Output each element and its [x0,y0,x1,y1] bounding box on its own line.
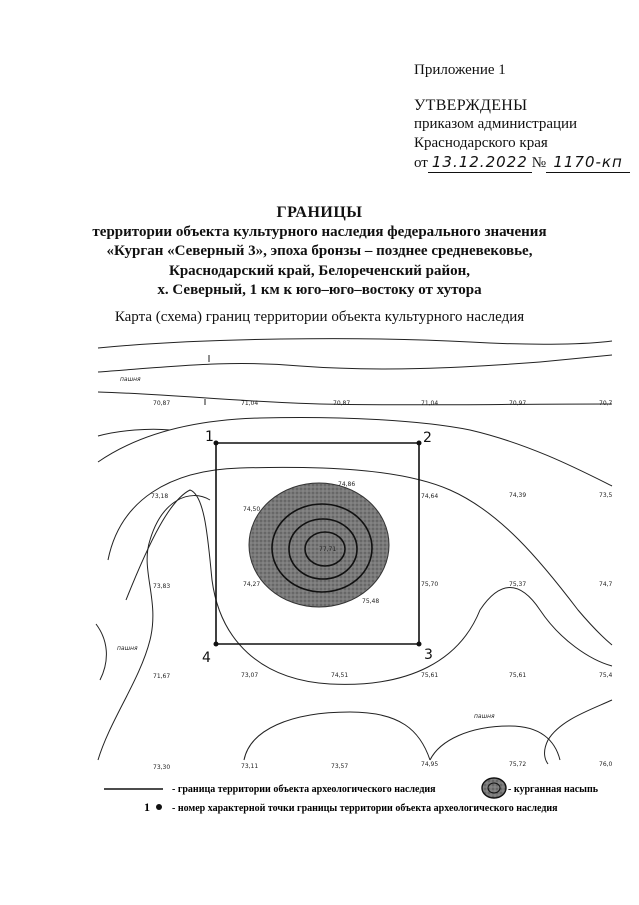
elevation-row-4 [153,672,613,680]
boundary-point-3 [417,642,422,647]
contour-line [430,726,560,760]
elevation-mark: 71,04 [421,400,439,407]
elevation-mark: 71,67 [153,673,171,680]
legend [104,778,599,814]
title-line-3: Краснодарский край, Белореченский район, [168,262,471,279]
contour-line [98,355,612,372]
elevation-mark: 75,61 [509,672,527,679]
elevation-row-2 [151,492,613,500]
boundary-point-4 [214,642,219,647]
point-label-3: 3 [424,647,433,663]
elevation-mark: 73,5 [599,492,613,499]
field-label: пашня [120,376,141,383]
elevation-mark: 73,18 [151,493,169,500]
elevation-mark: 76,0 [599,761,613,768]
elevation-mark: 74,50 [243,506,261,513]
elevation-mark: 73,11 [241,763,259,770]
point-label-4: 4 [202,650,211,666]
title-line-1: территории объекта культурного наследия федерального значения [92,223,547,240]
contour-line [244,712,430,760]
number-prefix: № [531,155,547,171]
elevation-mark: 75,37 [509,581,527,588]
elevation-mark: 73,07 [241,672,259,679]
region-label: Краснодарского края [414,135,548,151]
elevation-row-3 [153,581,613,590]
by-order-label: приказом администрации [414,116,578,132]
title-line-4: х. Северный, 1 км к юго–юго–востоку от хутора [157,282,482,298]
title-main: ГРАНИЦЫ [276,204,363,221]
legend-point-dot [156,804,162,810]
point-label-1: 1 [205,429,214,445]
legend-point-number: 1 [144,800,150,814]
elevation-mark: 70,87 [333,400,351,407]
elevation-mark: 77,71 [319,546,337,553]
boundary-point-2 [417,441,422,446]
legend-mound-sample [482,778,506,798]
elevation-mark: 70,97 [509,400,527,407]
mound [249,483,389,607]
elevation-mark: 70,87 [153,400,171,407]
elevation-mark: 74,51 [331,672,349,679]
elevation-mark: 75,70 [421,581,439,588]
elevation-mark: 73,30 [153,764,171,771]
elevation-row-5 [153,761,613,771]
elevation-mark: 75,61 [421,672,439,679]
elevation-mark: 74,64 [421,493,439,500]
contour-line [98,496,210,760]
contour-line [96,624,106,680]
elevation-mark: 74,86 [338,481,356,488]
legend-point-text: - номер характерной точки границы территории объекта археологического наследия [172,803,558,814]
order-number: 1170-кп [546,153,630,173]
elevation-mark: 74,7 [599,581,613,588]
order-date: 13.12.2022 [428,153,532,173]
elevation-mark: 75,4 [599,672,613,679]
contour-line [98,418,612,487]
contour-line [545,700,612,764]
elevation-mark: 74,27 [243,581,261,588]
elevation-mark: 75,48 [362,598,380,605]
elevation-mark: 73,83 [153,583,171,590]
legend-boundary-text: - граница территории объекта археологического наследия [172,784,436,795]
field-label: пашня [117,645,138,652]
field-label: пашня [474,713,495,720]
legend-mound-text: - курганная насыпь [508,784,599,795]
boundary-point-1 [214,441,219,446]
elevation-mark: 74,95 [421,761,439,768]
contour-line [98,339,612,348]
contour-line [98,392,612,405]
elevation-mark: 70,7 [599,400,613,407]
approved-label: УТВЕРЖДЕНЫ [414,97,528,114]
elevation-row-1 [153,400,613,407]
title-line-2: «Курган «Северный 3», эпоха бронзы – позднее средневековье, [106,243,533,259]
mound-fill [249,483,389,607]
elevation-mark: 73,57 [331,763,349,770]
elevation-mark: 71,04 [241,400,259,407]
from-prefix: от [414,155,428,171]
point-label-2: 2 [423,430,432,446]
elevation-mark: 75,72 [509,761,527,768]
elevation-mark: 74,39 [509,492,527,499]
map-caption: Карта (схема) границ территории объекта культурного наследия [114,309,525,325]
appendix-label: Приложение 1 [414,62,506,78]
